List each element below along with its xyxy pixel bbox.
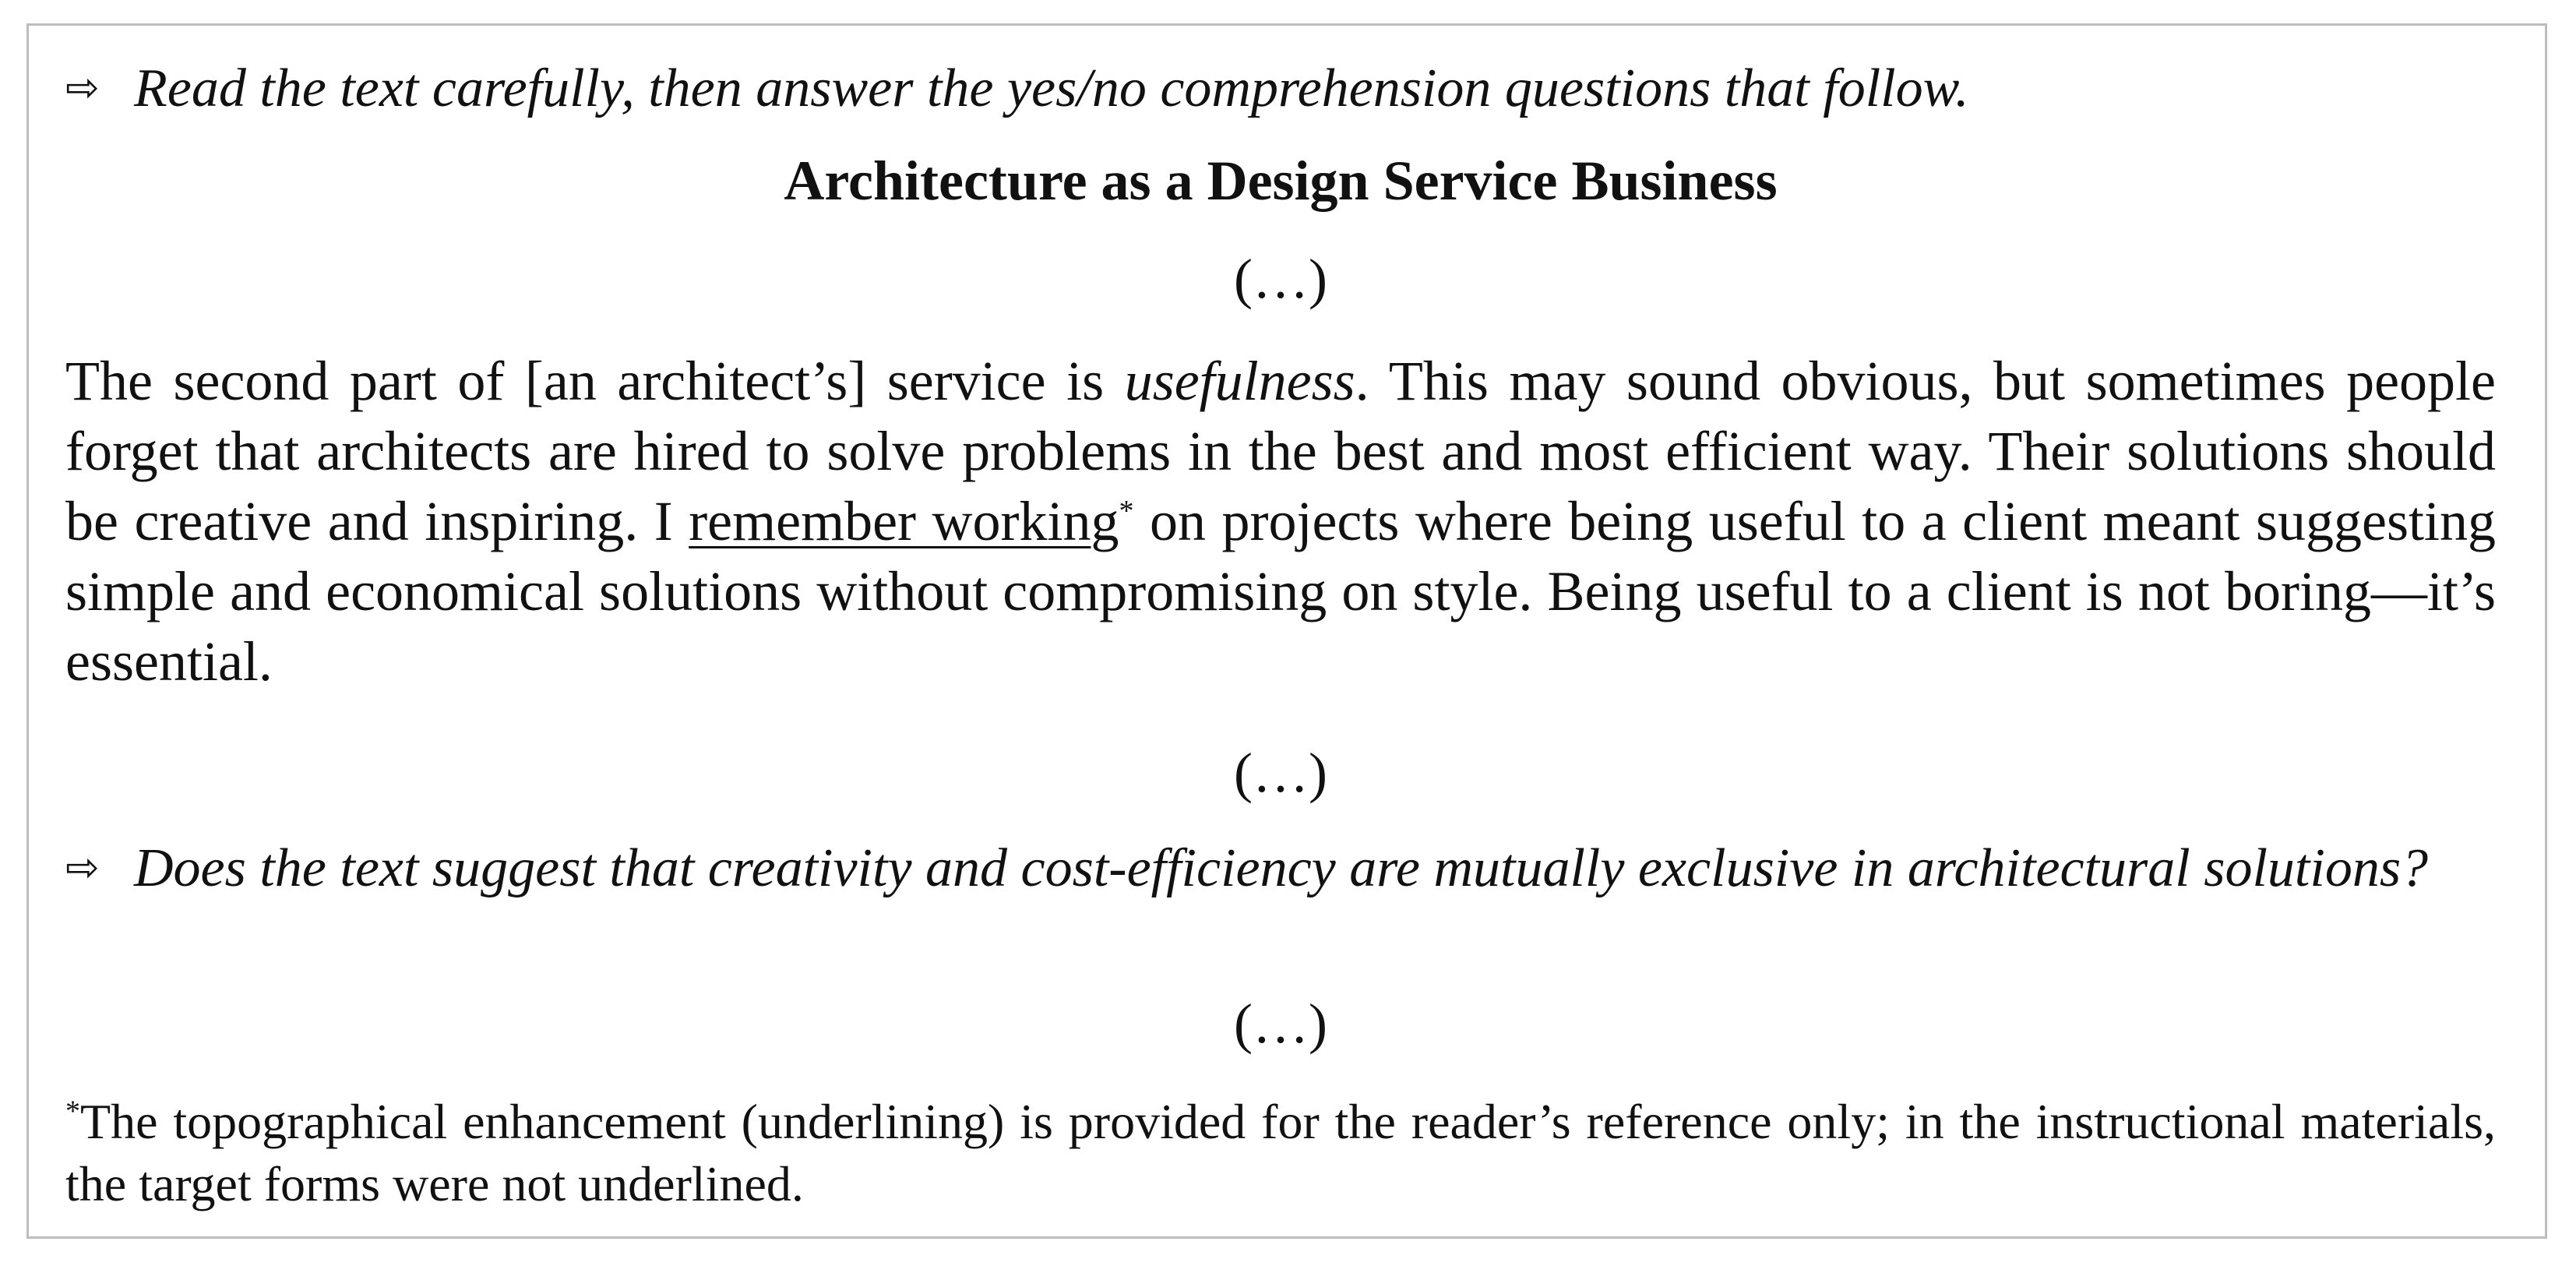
passage-text-part2: . This may sound obvious, but sometimes people forget that architects are hired to solve problems in the best and most efficient way. Their solutions should be creative and inspiring. I <box>65 350 2496 552</box>
ellipsis-top: (…) <box>1234 248 1327 310</box>
right-arrow-outline-icon: ⇨ <box>65 845 100 891</box>
question-text: Does the text suggest that creativity and cost-efficiency are mutually exclusive in architectural solutions? <box>134 838 2429 898</box>
passage-paragraph <box>65 346 2496 696</box>
passage-title: Architecture as a Design Service Business <box>784 150 1778 212</box>
footnote-reference: * <box>1119 495 1134 527</box>
passage-emphasis: usefulness <box>1124 350 1355 412</box>
question-line <box>65 830 2496 911</box>
instruction-text: Read the text carefully, then answer the yes/no comprehension questions that follow. <box>134 58 1969 118</box>
passage-text-part1: The second part of [an architect’s] service is <box>65 350 1125 412</box>
footnote-text: The topographical enhancement (underlining) is provided for the reader’s reference only; in the instructional materials, the target forms were not underlined. <box>65 1094 2496 1211</box>
right-arrow-outline-icon: ⇨ <box>65 65 100 111</box>
instruction-line <box>65 51 2496 130</box>
footnote-mark: * <box>65 1095 80 1128</box>
footnote <box>65 1091 2496 1215</box>
passage-text-part3: on projects where being useful to a client meant suggesting simple and economical solutions without compromising on style. Being useful to a client is not boring—it’s essential. <box>65 490 2496 693</box>
target-form: remember working <box>689 490 1119 552</box>
ellipsis-bottom: (…) <box>1234 993 1327 1055</box>
ellipsis-middle: (…) <box>1234 742 1327 804</box>
